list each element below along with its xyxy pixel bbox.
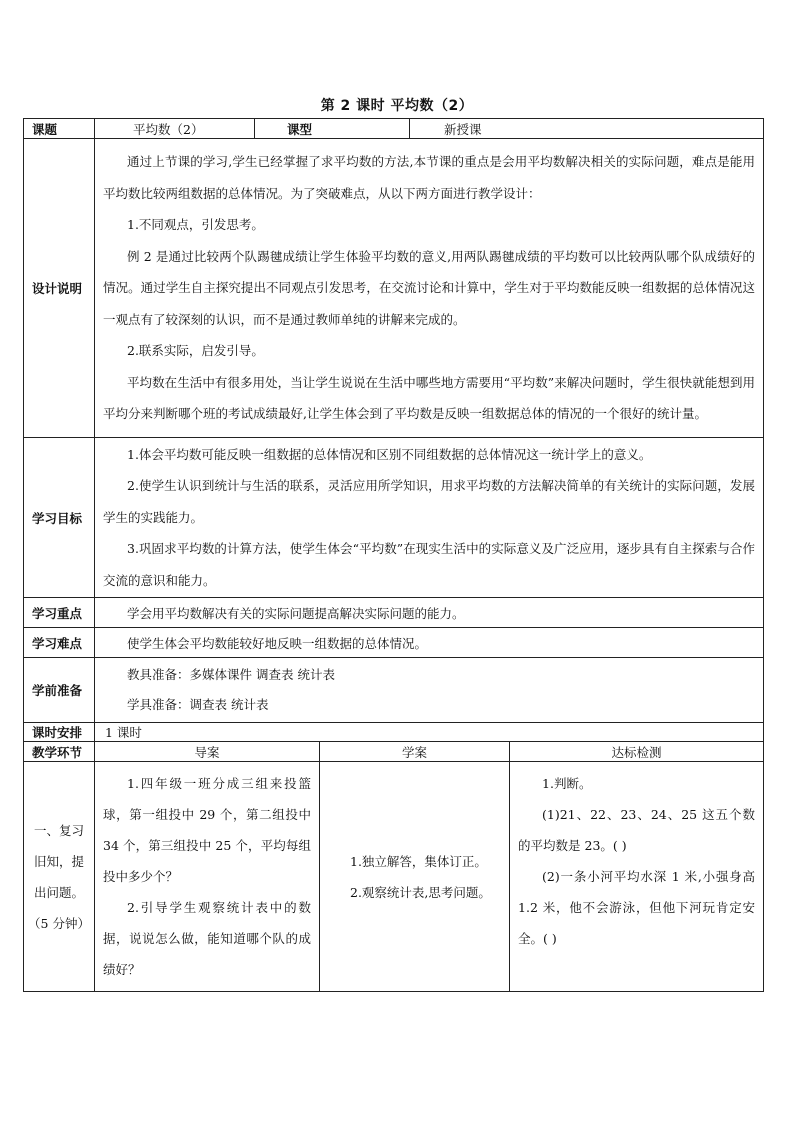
key-point-row [24, 598, 764, 628]
design-paragraph: 2.联系实际，启发引导。 [127, 343, 264, 359]
difficulty-label: 学习难点 [24, 628, 95, 658]
guide-paragraph: 1.四年级一班分成三组来投篮球，第一组投中 29 个，第二组投中 34 个，第三组投中 25 个，平均每组投中多少个？ [103, 776, 311, 884]
design-content [95, 139, 764, 438]
design-label: 设计说明 [24, 139, 95, 438]
key-point-value: 学会用平均数解决有关的实际问题提高解决实际问题的能力。 [95, 598, 764, 628]
phase-line: 出问题。 [33, 884, 84, 900]
phase-line: 旧知，提 [33, 853, 84, 869]
design-paragraph: 通过上节课的学习,学生已经掌握了求平均数的方法,本节课的重点是会用平均数解决相关的实际问题，难点是能用平均数比较两组数据的总体情况。为了突破难点，从以下两方面进行教学设计： [103, 154, 756, 201]
guide-header: 导案 [95, 742, 320, 762]
review-row [24, 762, 764, 992]
difficulty-row [24, 628, 764, 658]
goals-label: 学习目标 [24, 438, 95, 598]
phase-line: （5 分钟） [28, 915, 90, 931]
topic-value: 平均数（2） [95, 119, 255, 139]
check-header: 达标检测 [510, 742, 764, 762]
lesson-plan-table [23, 118, 764, 992]
topic-label: 课题 [24, 119, 95, 139]
header-row [24, 119, 764, 139]
schedule-label: 课时安排 [24, 723, 95, 742]
teacher-prep: 教具准备：多媒体课件 调查表 统计表 [127, 667, 335, 682]
phase-line: 一、复习 [33, 822, 84, 838]
check-paragraph: 1.判断。 [542, 776, 592, 791]
guide-paragraph: 2.引导学生观察统计表中的数据，说说怎么做，能知道哪个队的成绩好？ [103, 900, 311, 977]
schedule-value: 1 课时 [95, 723, 764, 742]
page-title: 第 2 课时 平均数（2） [320, 98, 474, 114]
goal-paragraph: 1.体会平均数可能反映一组数据的总体情况和区别不同组数据的总体情况这一统计学上的意义。 [127, 446, 652, 462]
check-paragraph: (2)一条小河平均水深 1 米,小强身高 1.2 米，他不会游泳，但他下河玩肯定安全。( ) [518, 869, 756, 946]
schedule-row [24, 723, 764, 742]
goal-paragraph: 3.巩固求平均数的计算方法，使学生体会“平均数”在现实生活中的实际意义及广泛应用，逐步具有自主探索与合作交流的意识和能力。 [103, 541, 756, 588]
guide-cell [95, 762, 320, 992]
student-prep: 学具准备：调查表 统计表 [127, 697, 269, 712]
design-paragraph: 1.不同观点，引发思考。 [127, 217, 264, 233]
study-paragraph: 2.观察统计表,思考问题。 [350, 884, 491, 900]
column-header-row [24, 742, 764, 762]
study-cell [320, 762, 510, 992]
check-paragraph: (1)21、22、23、24、25 这五个数的平均数是 23。( ) [518, 807, 756, 853]
prep-content [95, 658, 764, 723]
difficulty-value: 使学生体会平均数能较好地反映一组数据的总体情况。 [95, 628, 764, 658]
study-header: 学案 [320, 742, 510, 762]
key-point-label: 学习重点 [24, 598, 95, 628]
prep-label: 学前准备 [24, 658, 95, 723]
check-cell [510, 762, 764, 992]
design-paragraph: 例 2 是通过比较两个队踢毽成绩让学生体验平均数的意义,用两队踢毽成绩的平均数可以比较两队哪个队成绩好的情况。通过学生自主探究提出不同观点引发思考，在交流讨论和计算中，学生对于平均数能反映一组数据的总体情况这一观点有了较深刻的认识，而不是通过教师单纯的讲解来完成的。 [103, 248, 756, 327]
design-row [24, 139, 764, 438]
study-paragraph: 1.独立解答，集体订正。 [350, 853, 487, 869]
phase-header: 教学环节 [24, 742, 95, 762]
goal-paragraph: 2.使学生认识到统计与生活的联系，灵活应用所学知识，用求平均数的方法解决简单的有关统计的实际问题，发展学生的实践能力。 [103, 478, 756, 525]
design-paragraph: 平均数在生活中有很多用处，当让学生说说在生活中哪些地方需要用“平均数”来解决问题时，学生很快就能想到用平均分来判断哪个班的考试成绩最好,让学生体会到了平均数是反映一组数据总体的情况的一个很好的统计量。 [103, 374, 756, 422]
type-label: 课型 [255, 119, 410, 139]
goals-content [95, 438, 764, 598]
phase-cell [24, 762, 95, 992]
type-value: 新授课 [410, 119, 764, 139]
goals-row [24, 438, 764, 598]
prep-row [24, 658, 764, 723]
